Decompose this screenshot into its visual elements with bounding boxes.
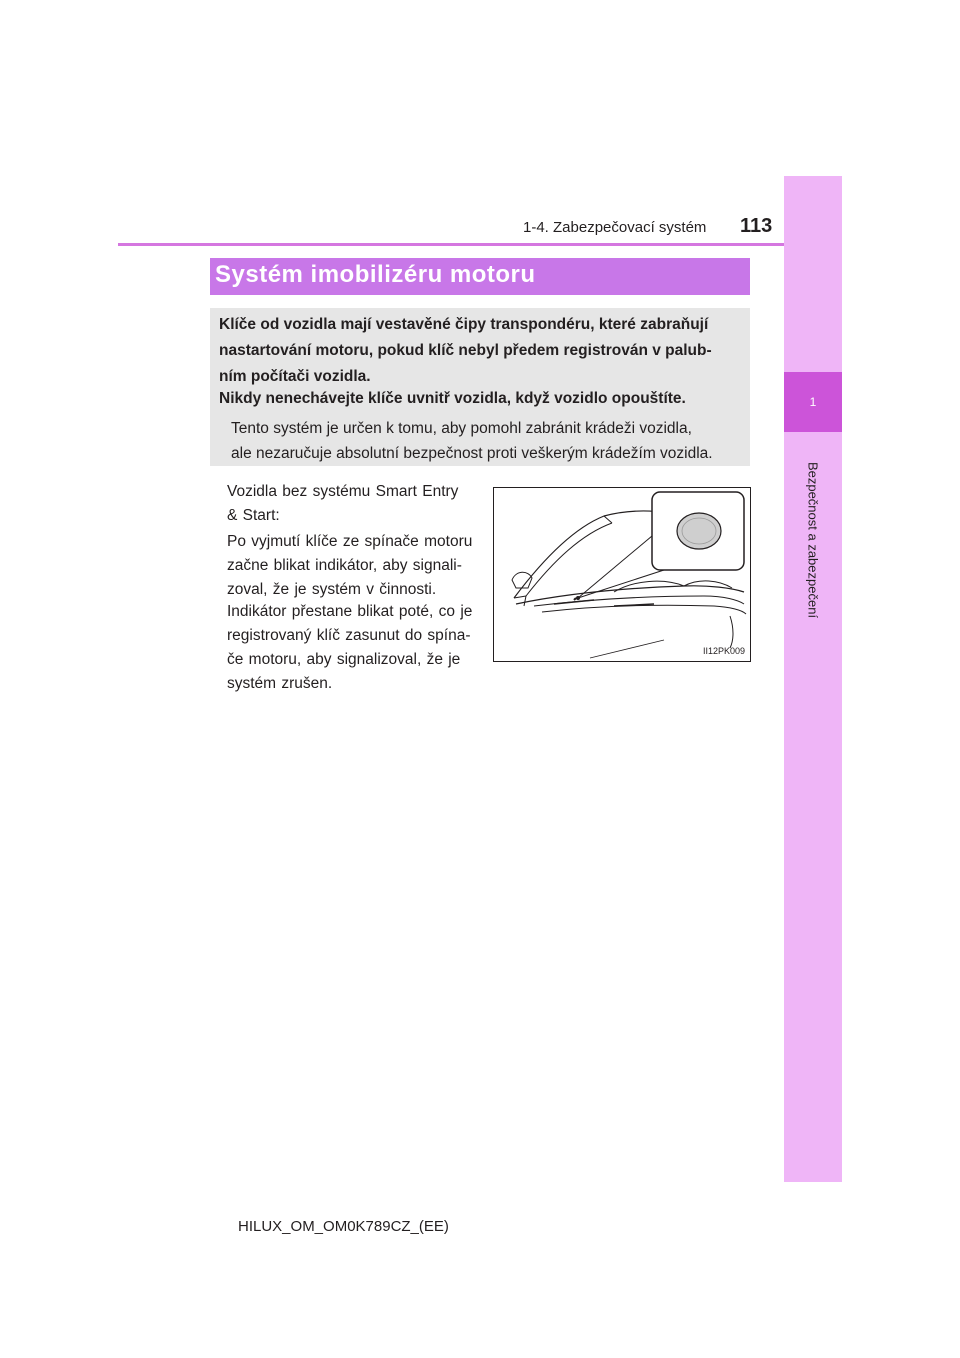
info-bold-paragraph-2: Nikdy nenechávejte klíče uvnitř vozidla, když vozidlo opouštíte. [219,390,686,407]
text-line: nastartování motoru, pokud klíč nebyl předem registrován v palub- [219,342,712,359]
info-note [231,416,743,466]
text-line: ním počítači vozidla. [219,368,371,385]
text-line: Klíče od vozidla mají vestavěné čipy transpondéru, které zabraňují [219,316,709,333]
text-line: ale nezaručuje absolutní bezpečnost proti veškerým krádežím vozidla. [231,445,713,462]
chapter-tab-label: Bezpečnost a zabezpečení [805,461,821,619]
text-line: & Start: [227,507,280,524]
body-paragraph-2 [227,530,485,602]
figure-code: II12PK009 [702,646,745,656]
text-line: Tento systém je určen k tomu, aby pomohl zabránit krádeži vozidla, [231,420,692,437]
body-paragraph-1 [227,480,485,528]
section-title: Systém imobilizéru motoru [215,261,536,288]
side-chapter-tab [784,176,842,1182]
text-line: Vozidla bez systému Smart Entry [227,483,459,500]
text-line: Po vyjmutí klíče ze spínače motoru [227,533,473,550]
text-line: Indikátor přestane blikat poté, co je [227,603,473,620]
chapter-number-badge: 1 [784,372,842,432]
body-paragraph-3 [227,600,485,696]
document-footer: HILUX_OM_OM0K789CZ_(EE) [238,1218,449,1235]
text-line: če motoru, aby signalizoval, že je [227,651,461,668]
text-line: registrovaný klíč zasunut do spína- [227,627,471,644]
section-reference: 1-4. Zabezpečovací systém [523,219,707,236]
car-dashboard-drawing [494,488,750,661]
indicator-illustration [493,487,751,662]
section-title-bar [210,258,750,295]
page-number: 113 [740,215,773,237]
text-line: systém zrušen. [227,675,333,692]
info-box [210,308,750,466]
text-line: začne blikat indikátor, aby signali- [227,557,462,574]
text-line: zoval, že je systém v činnosti. [227,581,437,598]
header-divider [118,243,784,246]
info-bold-paragraph-1 [219,312,743,390]
